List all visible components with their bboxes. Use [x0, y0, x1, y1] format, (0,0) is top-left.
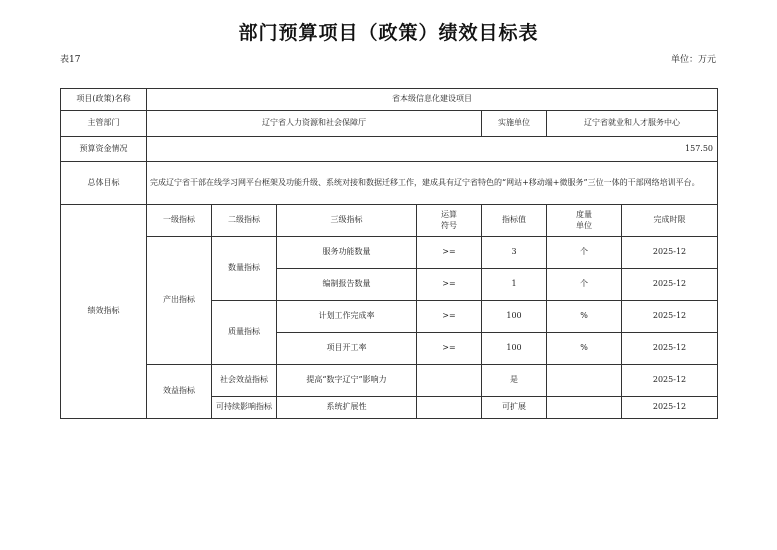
indicator-op: >= — [417, 237, 482, 269]
indicator-name: 提高“数字辽宁”影响力 — [277, 365, 417, 397]
dept-row — [61, 111, 718, 137]
indicator-name: 服务功能数量 — [277, 237, 417, 269]
header-val: 指标值 — [482, 205, 547, 237]
table-number: 表17 — [60, 55, 81, 65]
indicator-name: 编制报告数量 — [277, 269, 417, 301]
indicator-val: 3 — [482, 237, 547, 269]
impl-unit-value: 辽宁省就业和人才服务中心 — [547, 111, 718, 137]
dept-value: 辽宁省人力资源和社会保障厅 — [147, 111, 482, 137]
goal-row — [61, 162, 718, 205]
indicator-unit: % — [547, 301, 622, 333]
benefit-label: 效益指标 — [147, 365, 212, 419]
header-l2: 二级指标 — [212, 205, 277, 237]
performance-table — [60, 88, 718, 419]
indicator-name: 系统扩展性 — [277, 397, 417, 419]
unit-label: 单位：万元 — [670, 55, 716, 65]
header-deadline: 完成时限 — [622, 205, 718, 237]
indicator-val: 100 — [482, 301, 547, 333]
indicator-op: >= — [417, 301, 482, 333]
indicator-op — [417, 397, 482, 419]
indicator-deadline: 2025-12 — [622, 237, 718, 269]
impl-unit-label: 实施单位 — [482, 111, 547, 137]
indicator-unit: % — [547, 333, 622, 365]
budget-label: 预算资金情况 — [61, 137, 147, 162]
budget-row — [61, 137, 718, 162]
indicator-unit: 个 — [547, 269, 622, 301]
header-unit: 度量 单位 — [547, 205, 622, 237]
budget-value: 157.50 — [147, 137, 718, 162]
indicator-deadline: 2025-12 — [622, 269, 718, 301]
goal-label: 总体目标 — [61, 162, 147, 205]
header-op: 运算 符号 — [417, 205, 482, 237]
project-row — [61, 89, 718, 111]
project-name-label: 项目(政策)名称 — [61, 89, 147, 111]
quality-label: 质量指标 — [212, 301, 277, 365]
sustain-label: 可持续影响指标 — [212, 397, 277, 419]
header-l1: 一级指标 — [147, 205, 212, 237]
indicator-op — [417, 365, 482, 397]
indicator-op: >= — [417, 269, 482, 301]
quantity-label: 数量指标 — [212, 237, 277, 301]
indicator-deadline: 2025-12 — [622, 333, 718, 365]
indicator-unit — [547, 397, 622, 419]
perf-label: 绩效指标 — [61, 205, 147, 419]
goal-value: 完成辽宁省干部在线学习网平台框架及功能升级、系统对接和数据迁移工作，建成具有辽宁省特色的“网站+移动端+微服务”三位一体的干部网络培训平台。 — [147, 162, 718, 205]
indicator-val: 1 — [482, 269, 547, 301]
page-title: 部门预算项目（政策）绩效目标表 — [238, 22, 539, 44]
indicator-val: 可扩展 — [482, 397, 547, 419]
header-l3: 三级指标 — [277, 205, 417, 237]
indicator-unit — [547, 365, 622, 397]
indicator-deadline: 2025-12 — [622, 397, 718, 419]
indicator-val: 100 — [482, 333, 547, 365]
indicator-name: 计划工作完成率 — [277, 301, 417, 333]
social-label: 社会效益指标 — [212, 365, 277, 397]
table-row — [61, 365, 718, 397]
indicator-name: 项目开工率 — [277, 333, 417, 365]
table-row — [61, 237, 718, 269]
indicator-unit: 个 — [547, 237, 622, 269]
output-label: 产出指标 — [147, 237, 212, 365]
perf-header-row — [61, 205, 718, 237]
dept-label: 主管部门 — [61, 111, 147, 137]
indicator-deadline: 2025-12 — [622, 365, 718, 397]
indicator-val: 是 — [482, 365, 547, 397]
indicator-deadline: 2025-12 — [622, 301, 718, 333]
project-name-value: 省本级信息化建设项目 — [147, 89, 718, 111]
indicator-op: >= — [417, 333, 482, 365]
